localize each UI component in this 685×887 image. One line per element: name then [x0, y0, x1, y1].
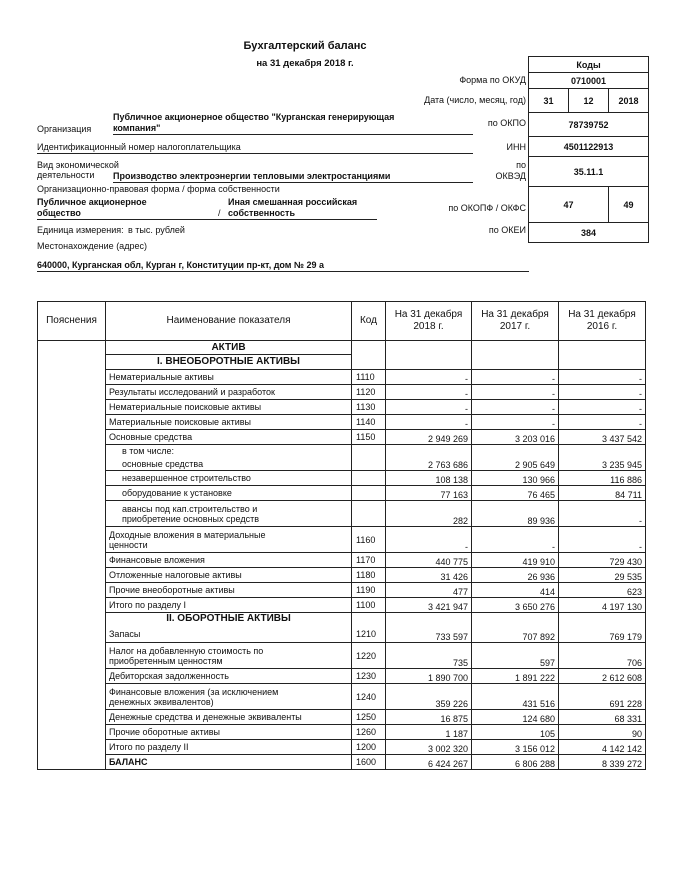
row-name: Финансовые вложения — [106, 553, 352, 568]
activity-value: Производство электроэнергии тепловыми электростанциями — [113, 171, 391, 181]
row-code: 1180 — [352, 568, 386, 583]
row-value-2018: 359 226 — [386, 684, 472, 710]
row-value-2017: 105 — [472, 725, 559, 740]
row-value-2017: 707 892 — [472, 626, 559, 643]
okpo-code: 78739752 — [529, 113, 649, 137]
okud-code: 0710001 — [529, 73, 649, 89]
address-value: 640000, Курганская обл, Курган г, Конституции пр-кт, дом № 29 а — [37, 260, 325, 270]
okopf-label: по ОКОПФ / ОКФС — [448, 203, 526, 213]
unit-label: Единица измерения: — [37, 225, 124, 235]
row-value-2017: 89 936 — [472, 501, 559, 527]
row-value-2018: - — [386, 527, 472, 553]
row-code: 1240 — [352, 684, 386, 710]
section-1-heading: I. ВНЕОБОРОТНЫЕ АКТИВЫ — [106, 355, 352, 370]
row-name: Нематериальные активы — [106, 370, 352, 385]
row-code: 1250 — [352, 710, 386, 725]
activity-label-line2: деятельности — [37, 170, 95, 180]
section-2-heading: II. ОБОРОТНЫЕ АКТИВЫ — [106, 613, 352, 626]
header-2018: На 31 декабря 2018 г. — [386, 302, 472, 341]
legal-form-underline — [37, 219, 377, 220]
header-notes: Пояснения — [38, 302, 106, 341]
row-value-2018: - — [386, 400, 472, 415]
row-name-line2: приобретение основных средств — [122, 513, 259, 524]
row-name: Основные средства — [106, 430, 352, 445]
row-value-2017: - — [472, 527, 559, 553]
okei-code: 384 — [529, 223, 649, 243]
row-name-line1: Налог на добавленную стоимость по — [109, 645, 264, 656]
row-value-2017: 419 910 — [472, 553, 559, 568]
row-value-2016: - — [559, 527, 646, 553]
row-name: Прочие оборотные активы — [106, 725, 352, 740]
table-row — [38, 684, 646, 710]
row-name: основные средства — [106, 458, 352, 471]
legal-form-label: Организационно-правовая форма / форма собственности — [37, 184, 280, 194]
table-row — [38, 370, 646, 385]
row-name: Отложенные налоговые активы — [106, 568, 352, 583]
row-value-2017: - — [472, 415, 559, 430]
row-value-2016: 29 535 — [559, 568, 646, 583]
codes-header: Коды — [529, 57, 649, 73]
table-row — [38, 626, 646, 643]
row-value-2016: 4 197 130 — [559, 598, 646, 613]
okopf-code: 47 — [529, 187, 609, 223]
row-value-2016: 84 711 — [559, 486, 646, 501]
row-name: незавершенное строительство — [106, 471, 352, 486]
row-value-2018: 440 775 — [386, 553, 472, 568]
ownership-line1: Иная смешанная российская — [228, 197, 358, 207]
row-value-2018: - — [386, 385, 472, 400]
okved-label: ОКВЭД — [495, 171, 526, 181]
row-value-2018: 2 949 269 — [386, 430, 472, 445]
ownership-line2: собственность — [228, 208, 295, 218]
row-name: БАЛАНС — [106, 755, 352, 770]
row-code: 1230 — [352, 669, 386, 684]
row-value-2016: - — [559, 501, 646, 527]
date-day: 31 — [529, 89, 569, 113]
table-row — [38, 583, 646, 598]
row-value-2016: 706 — [559, 643, 646, 669]
row-value-2016: 769 179 — [559, 626, 646, 643]
row-code — [352, 501, 386, 527]
row-value-2017: 3 650 276 — [472, 598, 559, 613]
row-name: Нематериальные поисковые активы — [106, 400, 352, 415]
row-value-2017: 3 203 016 — [472, 430, 559, 445]
row-value-2018: 6 424 267 — [386, 755, 472, 770]
row-value-2018: 282 — [386, 501, 472, 527]
inn-code: 4501122913 — [529, 137, 649, 157]
row-value-2016: - — [559, 370, 646, 385]
table-row — [38, 598, 646, 613]
row-value-2016: 4 142 142 — [559, 740, 646, 755]
row-value-2017: 130 966 — [472, 471, 559, 486]
row-code: 1200 — [352, 740, 386, 755]
row-value-2016: 691 228 — [559, 684, 646, 710]
row-value-2017: 6 806 288 — [472, 755, 559, 770]
row-name: Итого по разделу II — [106, 740, 352, 755]
row-value-2017: 3 156 012 — [472, 740, 559, 755]
row-value-2016: 8 339 272 — [559, 755, 646, 770]
activity-label-line1: Вид экономической — [37, 160, 119, 170]
document-date: на 31 декабря 2018 г. — [256, 58, 354, 69]
okfs-code: 49 — [609, 187, 649, 223]
row-code: 1600 — [352, 755, 386, 770]
activity-underline — [113, 182, 473, 183]
row-value-2016: - — [559, 400, 646, 415]
row-value-2018: 735 — [386, 643, 472, 669]
table-row — [38, 710, 646, 725]
inn-label: ИНН — [506, 142, 526, 152]
row-value-2016: 623 — [559, 583, 646, 598]
row-value-2018: 77 163 — [386, 486, 472, 501]
taxpayer-id-label: Идентификационный номер налогоплательщика — [37, 142, 241, 152]
row-code: 1260 — [352, 725, 386, 740]
row-name-line1: Финансовые вложения (за исключением — [109, 686, 279, 697]
row-value-2018: 108 138 — [386, 471, 472, 486]
okei-label: по ОКЕИ — [488, 225, 526, 235]
row-value-2018: - — [386, 370, 472, 385]
row-value-2017: 431 516 — [472, 684, 559, 710]
organization-name-line1: Публичное акционерное общество "Курганская генерирующая — [113, 112, 395, 122]
row-value-2016: 729 430 — [559, 553, 646, 568]
row-name-line2: ценности — [109, 539, 148, 550]
header-2016: На 31 декабря 2016 г. — [559, 302, 646, 341]
table-row — [38, 740, 646, 755]
row-value-2018: 31 426 — [386, 568, 472, 583]
row-code: 1130 — [352, 400, 386, 415]
row-name: Прочие внеоборотные активы — [106, 583, 352, 598]
header-name: Наименование показателя — [106, 302, 352, 341]
unit-value: в тыс. рублей — [128, 225, 185, 235]
row-code: 1140 — [352, 415, 386, 430]
row-name-line2: денежных эквивалентов) — [109, 696, 214, 707]
row-value-2018: 1 890 700 — [386, 669, 472, 684]
table-row — [38, 486, 646, 501]
row-value-2017: 26 936 — [472, 568, 559, 583]
row-code: 1110 — [352, 370, 386, 385]
row-value-2017: - — [472, 370, 559, 385]
table-row — [38, 471, 646, 486]
notes-column — [38, 341, 106, 770]
location-label: Местонахождение (адрес) — [37, 241, 147, 251]
row-value-2017: 76 465 — [472, 486, 559, 501]
row-value-2016: 3 437 542 — [559, 430, 646, 445]
header-code: Код — [352, 302, 386, 341]
row-code — [352, 458, 386, 471]
row-name-line1: авансы под кап.строительство и — [122, 503, 258, 514]
row-name: Материальные поисковые активы — [106, 415, 352, 430]
table-row — [38, 553, 646, 568]
balance-table — [37, 301, 646, 770]
codes-table — [528, 56, 649, 243]
table-row — [38, 415, 646, 430]
table-row — [38, 501, 646, 527]
row-code: 1100 — [352, 598, 386, 613]
okpo-label: по ОКПО — [487, 118, 526, 128]
row-value-2017: - — [472, 400, 559, 415]
row-code: 1150 — [352, 430, 386, 445]
row-value-2017: 2 905 649 — [472, 458, 559, 471]
row-value-2016: - — [559, 415, 646, 430]
row-value-2017: 1 891 222 — [472, 669, 559, 684]
date-label: Дата (число, месяц, год) — [424, 95, 526, 105]
row-value-2018: 2 763 686 — [386, 458, 472, 471]
row-value-2017: 414 — [472, 583, 559, 598]
row-name: оборудование к установке — [106, 486, 352, 501]
row-value-2017: 124 680 — [472, 710, 559, 725]
row-value-2016: - — [559, 385, 646, 400]
header-2017: На 31 декабря 2017 г. — [472, 302, 559, 341]
table-row — [38, 568, 646, 583]
table-row — [38, 725, 646, 740]
row-code: 1210 — [352, 626, 386, 643]
including-label: в том числе: — [106, 445, 352, 458]
table-row — [38, 385, 646, 400]
row-value-2017: 597 — [472, 643, 559, 669]
row-code — [352, 471, 386, 486]
row-name: Запасы — [106, 626, 352, 643]
document-title: Бухгалтерский баланс — [243, 40, 367, 52]
row-value-2018: 477 — [386, 583, 472, 598]
row-code: 1220 — [352, 643, 386, 669]
row-code: 1120 — [352, 385, 386, 400]
organization-underline — [113, 134, 473, 135]
okved-label-po: по — [516, 160, 526, 170]
row-value-2017: - — [472, 385, 559, 400]
row-name-line1: Доходные вложения в материальные — [109, 529, 266, 540]
address-underline — [37, 271, 529, 272]
date-month: 12 — [569, 89, 609, 113]
organization-name-line2: компания" — [113, 123, 161, 133]
balance-total-row — [38, 755, 646, 770]
row-name: Результаты исследований и разработок — [106, 385, 352, 400]
table-row — [38, 669, 646, 684]
organization-label: Организация — [37, 124, 92, 134]
row-value-2016: 2 612 608 — [559, 669, 646, 684]
assets-heading: АКТИВ — [106, 341, 352, 355]
table-row — [38, 643, 646, 669]
table-row — [38, 400, 646, 415]
legal-form-line2: общество — [37, 208, 81, 218]
row-value-2016: 68 331 — [559, 710, 646, 725]
row-code: 1160 — [352, 527, 386, 553]
row-name: Денежные средства и денежные эквиваленты — [106, 710, 352, 725]
date-year: 2018 — [609, 89, 649, 113]
table-row — [38, 527, 646, 553]
row-code: 1170 — [352, 553, 386, 568]
row-value-2018: 1 187 — [386, 725, 472, 740]
row-value-2016: 90 — [559, 725, 646, 740]
row-value-2018: 733 597 — [386, 626, 472, 643]
row-code: 1190 — [352, 583, 386, 598]
legal-form-line1: Публичное акционерное — [37, 197, 147, 207]
row-value-2018: - — [386, 415, 472, 430]
row-value-2016: 116 886 — [559, 471, 646, 486]
table-row — [38, 458, 646, 471]
row-value-2016: 3 235 945 — [559, 458, 646, 471]
okved-code: 35.11.1 — [529, 157, 649, 187]
taxpayer-id-underline — [37, 153, 473, 154]
row-value-2018: 3 002 320 — [386, 740, 472, 755]
row-value-2018: 3 421 947 — [386, 598, 472, 613]
row-value-2018: 16 875 — [386, 710, 472, 725]
legal-form-slash: / — [218, 208, 221, 218]
row-name: Итого по разделу I — [106, 598, 352, 613]
row-code — [352, 486, 386, 501]
row-name: Дебиторская задолженность — [106, 669, 352, 684]
row-name-line2: приобретенным ценностям — [109, 655, 223, 666]
table-row — [38, 430, 646, 445]
okud-label: Форма по ОКУД — [459, 75, 526, 85]
